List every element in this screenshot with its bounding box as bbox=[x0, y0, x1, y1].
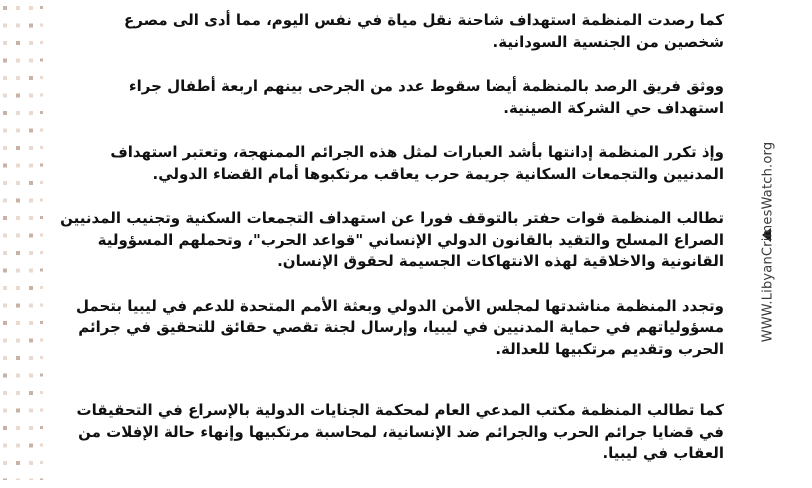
pattern-dot bbox=[16, 374, 20, 378]
pattern-dot bbox=[29, 94, 33, 98]
pattern-dot bbox=[40, 409, 43, 412]
pattern-dot bbox=[3, 391, 7, 395]
pattern-dot bbox=[3, 461, 7, 465]
pattern-dot bbox=[40, 304, 43, 307]
pattern-dot bbox=[3, 181, 7, 185]
pattern-dot bbox=[3, 41, 7, 45]
pattern-dot bbox=[3, 304, 7, 308]
pattern-dot bbox=[3, 356, 7, 360]
pattern-dot bbox=[29, 286, 33, 290]
pattern-dot bbox=[16, 356, 20, 360]
pattern-dot bbox=[40, 339, 43, 342]
pattern-dot bbox=[40, 181, 43, 184]
pattern-dot bbox=[40, 286, 43, 289]
pattern-dot bbox=[40, 146, 43, 149]
pattern-dot bbox=[3, 216, 7, 220]
pattern-dot bbox=[3, 129, 7, 133]
pattern-dot bbox=[29, 426, 33, 430]
pattern-dot bbox=[40, 6, 43, 9]
website-url-link[interactable]: WWW.LibyanCrimesWatch.org bbox=[760, 141, 776, 343]
paragraph-security-council: وتجدد المنظمة مناشدتها لمجلس الأمن الدولي وبعثة الأمم المتحدة للدعم في ليبيا بتحمل مسؤولياتهم في حماية المدنيين في ليبيا، وإرسال لجنة تقصي حقائق للتحقيق في جرائم الحرب وتقديم مرتكبيها للعدالة. bbox=[76, 296, 724, 358]
pattern-dot bbox=[29, 444, 33, 448]
paragraph-water-truck: كما رصدت المنظمة استهداف شاحنة نقل مياة في نفس اليوم، مما أدى الى مصرع شخصين من الجنسية السودانية. bbox=[124, 11, 724, 51]
article-body bbox=[60, 10, 724, 488]
pattern-dot bbox=[3, 286, 7, 290]
pattern-dot bbox=[3, 426, 7, 430]
pattern-dot bbox=[40, 444, 43, 447]
pattern-dot bbox=[40, 111, 43, 114]
pattern-dot bbox=[29, 24, 33, 28]
pattern-dot bbox=[3, 269, 7, 273]
pattern-dot bbox=[40, 251, 43, 254]
pattern-dot bbox=[29, 59, 33, 63]
pattern-dot bbox=[29, 321, 33, 325]
pattern-dot bbox=[16, 251, 20, 255]
pattern-dot bbox=[16, 339, 20, 343]
pattern-dot bbox=[40, 234, 43, 237]
pattern-dot bbox=[40, 41, 43, 44]
pattern-dot bbox=[16, 304, 20, 308]
pattern-dot bbox=[40, 24, 43, 27]
pattern-dot bbox=[40, 129, 43, 132]
pattern-dot bbox=[29, 374, 33, 378]
pattern-dot bbox=[16, 164, 20, 168]
pattern-dot bbox=[3, 339, 7, 343]
pattern-dot bbox=[29, 461, 33, 465]
pattern-dot bbox=[16, 24, 20, 28]
pattern-dot bbox=[40, 374, 43, 377]
pattern-dot bbox=[3, 251, 7, 255]
website-sidebar bbox=[748, 0, 788, 480]
pattern-dot bbox=[16, 461, 20, 465]
pattern-dot bbox=[16, 391, 20, 395]
pattern-dot bbox=[29, 199, 33, 203]
pattern-dot bbox=[16, 321, 20, 325]
pattern-dot bbox=[3, 146, 7, 150]
pattern-dot bbox=[29, 111, 33, 115]
pattern-dot bbox=[29, 216, 33, 220]
pattern-dot bbox=[40, 461, 43, 464]
pattern-dot bbox=[29, 129, 33, 133]
pattern-dot bbox=[29, 234, 33, 238]
pattern-dot bbox=[16, 59, 20, 63]
pattern-dot bbox=[29, 41, 33, 45]
pattern-dot bbox=[3, 374, 7, 378]
pattern-dot bbox=[16, 41, 20, 45]
pattern-dot bbox=[3, 59, 7, 63]
pattern-dot bbox=[29, 6, 33, 10]
pattern-dot bbox=[29, 181, 33, 185]
pattern-dot bbox=[40, 356, 43, 359]
pattern-dot bbox=[16, 444, 20, 448]
pattern-dot bbox=[16, 181, 20, 185]
pattern-dot bbox=[29, 304, 33, 308]
pattern-dot bbox=[3, 234, 7, 238]
pattern-dot bbox=[3, 76, 7, 80]
pattern-dot bbox=[16, 269, 20, 273]
pattern-dot bbox=[16, 76, 20, 80]
paragraph-injured-children: ووثق فريق الرصد بالمنظمة أيضا سقوط عدد من الجرحى بينهم اربعة أطفال جراء استهداف حي الشركة الصينية. bbox=[128, 77, 724, 117]
pattern-dot bbox=[40, 216, 43, 219]
pattern-dot bbox=[16, 409, 20, 413]
pattern-dot bbox=[3, 409, 7, 413]
pattern-dot bbox=[3, 94, 7, 98]
pattern-dot bbox=[3, 6, 7, 10]
pattern-dot bbox=[40, 321, 43, 324]
pattern-dot bbox=[3, 444, 7, 448]
pattern-dot bbox=[29, 164, 33, 168]
pattern-dot bbox=[16, 94, 20, 98]
pattern-dot bbox=[16, 216, 20, 220]
decorative-dot-pattern bbox=[0, 0, 44, 480]
pattern-dot bbox=[3, 164, 7, 168]
paragraph-demand-haftar: تطالب المنظمة قوات حفتر بالتوقف فورا عن استهداف التجمعات السكنية وتجنيب المدنيين الصراع المسلح والتقيد بالقانون الدولي الإنساني "قواعد الحرب"، وتحملهم المسؤولية القانونية والاخلاقية لهذه الانتهاكات الجسيمة لحقوق الإنسان. bbox=[60, 209, 724, 270]
pattern-dot bbox=[29, 391, 33, 395]
pattern-dot bbox=[40, 269, 43, 272]
pattern-dot bbox=[16, 129, 20, 133]
pattern-dot bbox=[3, 199, 7, 203]
pattern-dot bbox=[16, 234, 20, 238]
paragraph-icc-prosecutor: كما تطالب المنظمة مكتب المدعي العام لمحكمة الجنايات الدولية بالإسراع في التحقيقات في قضايا جرائم الحرب والجرائم ضد الإنسانية، لمحاسبة مرتكبيها وإنهاء حالة الإفلات من العقاب في ليبيا. bbox=[76, 401, 724, 462]
pattern-dot bbox=[16, 6, 20, 10]
pattern-dot bbox=[29, 409, 33, 413]
pattern-dot bbox=[16, 426, 20, 430]
paragraph-condemnation: وإذ تكرر المنظمة إدانتها بأشد العبارات لمثل هذه الجرائم الممنهجة، وتعتبر استهداف المدنيين والتجمعات السكانية جريمة حرب يعاقب مرتكبوها أمام القضاء الدولي. bbox=[110, 143, 724, 183]
pattern-dot bbox=[40, 94, 43, 97]
pattern-dot bbox=[16, 111, 20, 115]
pattern-dot bbox=[29, 76, 33, 80]
pattern-dot bbox=[29, 269, 33, 273]
pattern-dot bbox=[16, 199, 20, 203]
pattern-dot bbox=[3, 321, 7, 325]
pattern-dot bbox=[40, 59, 43, 62]
pattern-dot bbox=[29, 146, 33, 150]
pattern-dot bbox=[29, 339, 33, 343]
pattern-dot bbox=[3, 111, 7, 115]
pattern-dot bbox=[40, 76, 43, 79]
pattern-dot bbox=[29, 356, 33, 360]
pattern-dot bbox=[40, 391, 43, 394]
pattern-dot bbox=[40, 199, 43, 202]
pattern-dot bbox=[3, 24, 7, 28]
pattern-dot bbox=[40, 426, 43, 429]
pattern-dot bbox=[29, 251, 33, 255]
pattern-dot bbox=[16, 286, 20, 290]
pattern-dot bbox=[40, 164, 43, 167]
pattern-dot bbox=[16, 146, 20, 150]
